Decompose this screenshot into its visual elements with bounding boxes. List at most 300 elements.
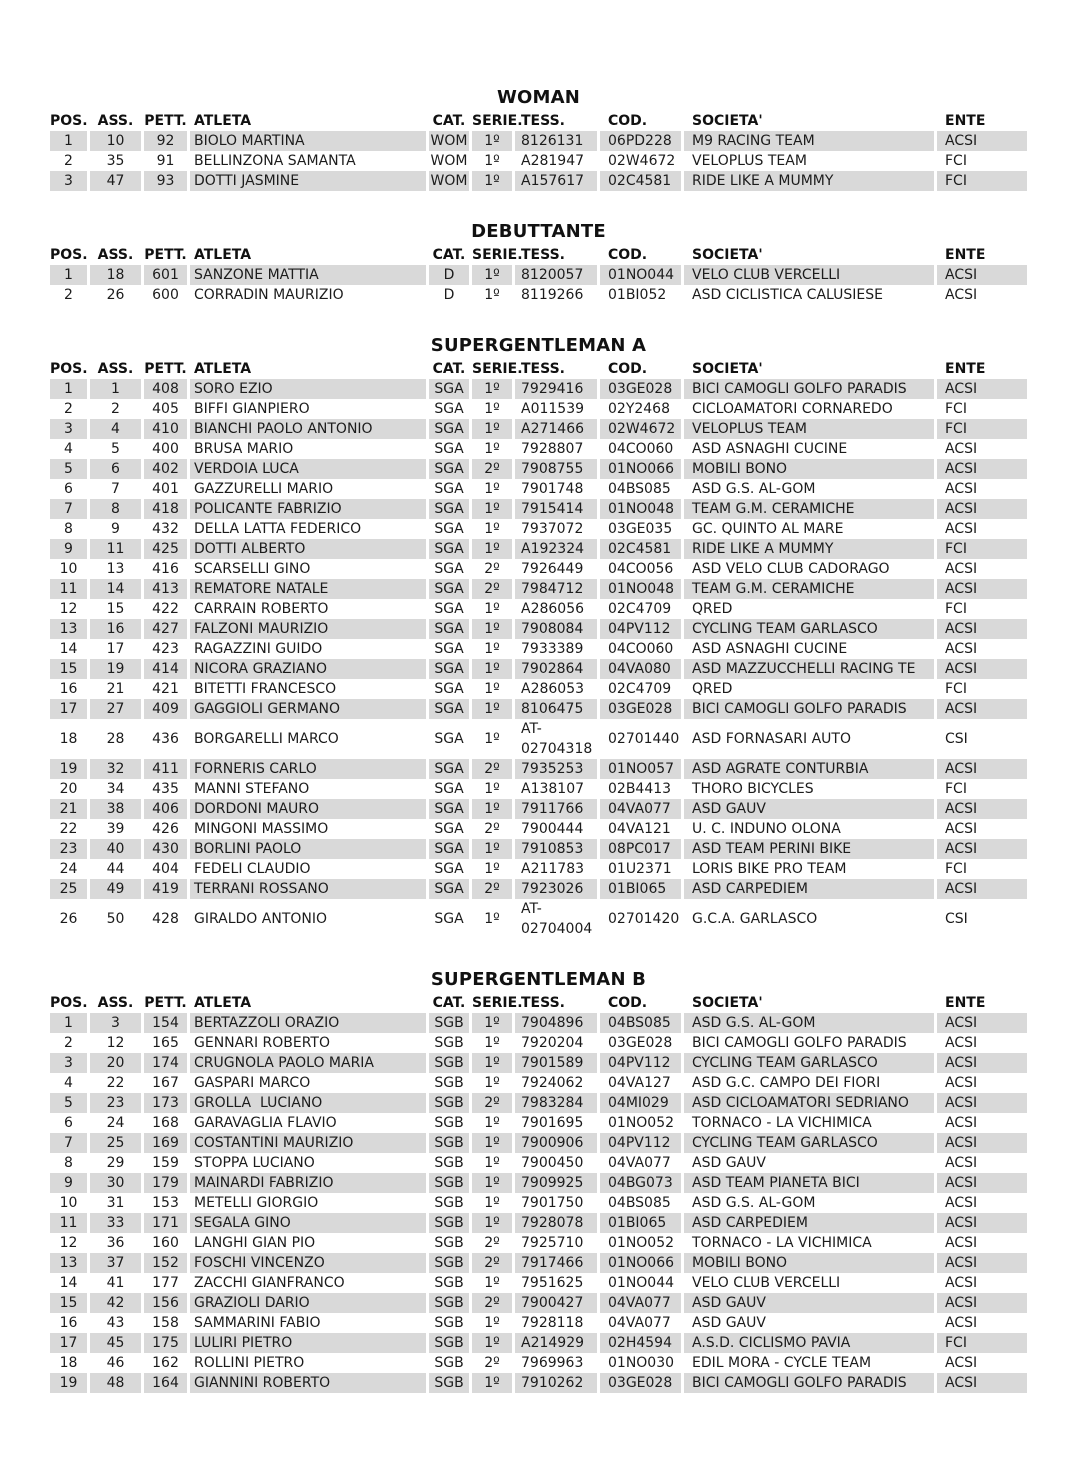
results-section (0, 221, 1080, 305)
cell-tess: 7900444 (521, 821, 584, 837)
cell-ass: 39 (106, 821, 125, 837)
col-header-pos: POS. (50, 361, 88, 377)
cell-societa: MOBILI BONO (684, 459, 934, 479)
cell-societa: ASD GAUV (684, 1293, 934, 1313)
cell-atleta: GAGGIOLI GERMANO (190, 699, 426, 719)
results-section (0, 335, 1080, 939)
cell-cod: 03GE028 (600, 699, 681, 719)
cell-ente: ACSI (937, 1373, 1027, 1393)
cell-pett: 430 (144, 839, 187, 859)
table-row (50, 899, 1027, 939)
cell-tess: 7935253 (515, 759, 597, 779)
cell-societa: BICI CAMOGLI GOLFO PARADIS (684, 699, 934, 719)
table-row (50, 265, 1027, 285)
cell-serie: 2º (472, 759, 512, 779)
cell-tess: 7908084 (515, 619, 597, 639)
cell-pett: 168 (152, 1115, 179, 1131)
cell-pos: 15 (50, 1293, 87, 1313)
table-row (50, 479, 1027, 499)
cell-pett: 425 (144, 539, 187, 559)
cell-pett: 160 (152, 1235, 179, 1251)
cell-tess: 7910853 (515, 839, 597, 859)
cell-ente: ACSI (945, 1155, 978, 1171)
cell-pos: 4 (64, 441, 73, 457)
cell-serie: 1º (472, 539, 512, 559)
cell-ente: ACSI (937, 799, 1027, 819)
cell-pos: 6 (64, 481, 73, 497)
cell-serie: 1º (472, 1013, 512, 1033)
cell-cod: 02C4709 (608, 681, 672, 697)
cell-pos: 11 (50, 579, 87, 599)
cell-serie: 1º (484, 1115, 500, 1131)
cell-pett: 91 (156, 153, 175, 169)
cell-atleta: MANNI STEFANO (194, 781, 310, 797)
cell-serie: 1º (472, 499, 512, 519)
cell-cod: 04BS085 (608, 481, 671, 497)
cell-tess: A271466 (515, 419, 597, 439)
cell-cat: SGA (429, 879, 469, 899)
cell-ente: ACSI (937, 1293, 1027, 1313)
cell-pos: 1 (50, 131, 87, 151)
cell-pos: 16 (59, 1315, 78, 1331)
cell-tess: 7928118 (521, 1315, 584, 1331)
cell-cat: WOM (430, 133, 468, 149)
cell-ente: FCI (937, 419, 1027, 439)
cell-atleta: REMATORE NATALE (190, 579, 426, 599)
cell-ente: FCI (945, 601, 967, 617)
col-header-ass: ASS. (97, 995, 134, 1011)
cell-pett: 426 (152, 821, 179, 837)
cell-societa: ASD GAUV (692, 1315, 766, 1331)
cell-cod: 01BI065 (600, 1213, 681, 1233)
cell-ente: ACSI (937, 499, 1027, 519)
table-row (50, 1353, 1027, 1373)
cell-societa: ASD CARPEDIEM (684, 879, 934, 899)
cell-atleta: GAZZURELLI MARIO (194, 481, 334, 497)
cell-atleta: SCARSELLI GINO (194, 561, 311, 577)
cell-atleta: FOSCHI VINCENZO (190, 1253, 426, 1273)
results-document (0, 87, 1080, 1393)
cell-pett: 414 (144, 659, 187, 679)
cell-atleta: VERDOIA LUCA (190, 459, 426, 479)
cell-ass: 43 (106, 1315, 125, 1331)
cell-cat: SGB (434, 1115, 464, 1131)
col-header-cat: CAT. (432, 113, 466, 129)
cell-pett: 421 (152, 681, 179, 697)
cell-serie: 1º (484, 641, 500, 657)
cell-cat: SGB (434, 1035, 464, 1051)
cell-cat: SGA (429, 499, 469, 519)
cell-cod: 04PV112 (600, 1053, 681, 1073)
cell-atleta: POLICANTE FABRIZIO (190, 499, 426, 519)
cell-ass: 22 (106, 1075, 125, 1091)
cell-ass: 41 (106, 1275, 125, 1291)
col-header-societa: SOCIETA' (692, 247, 763, 263)
cell-cod: 01NO044 (600, 265, 681, 285)
cell-cod: 04CO060 (608, 641, 674, 657)
cell-ente: ACSI (945, 481, 978, 497)
cell-tess: A281947 (521, 153, 585, 169)
table-row (50, 1033, 1027, 1053)
col-header-pett: PETT. (144, 361, 187, 377)
cell-cat: SGA (434, 521, 464, 537)
cell-tess: AT-02704004 (521, 901, 593, 937)
cell-atleta: GROLLA LUCIANO (190, 1093, 426, 1113)
cell-pos: 12 (59, 1235, 78, 1251)
cell-pett: 174 (144, 1053, 187, 1073)
cell-atleta: MAINARDI FABRIZIO (190, 1173, 426, 1193)
cell-cod: 02C4709 (608, 601, 672, 617)
cell-tess: 7926449 (521, 561, 584, 577)
cell-ente: FCI (945, 681, 967, 697)
cell-pos: 14 (59, 641, 78, 657)
cell-cat: SGB (429, 1373, 469, 1393)
cell-ass: 19 (90, 659, 141, 679)
cell-serie: 1º (484, 911, 500, 927)
table-row (50, 1233, 1027, 1253)
cell-serie: 2º (484, 1235, 500, 1251)
cell-atleta: STOPPA LUCIANO (194, 1155, 315, 1171)
cell-societa: CICLOAMATORI CORNAREDO (692, 401, 893, 417)
cell-cat: SGB (429, 1133, 469, 1153)
cell-ass: 2 (111, 401, 120, 417)
cell-pos: 9 (50, 1173, 87, 1193)
cell-tess: 7901750 (521, 1195, 584, 1211)
cell-pos: 17 (50, 1333, 87, 1353)
cell-ass: 6 (90, 459, 141, 479)
col-header-tess: TESS. (521, 247, 565, 263)
cell-societa: TEAM G.M. CERAMICHE (684, 579, 934, 599)
cell-cod: 04BG073 (600, 1173, 681, 1193)
cell-pos: 26 (59, 911, 78, 927)
cell-pett: 600 (152, 287, 179, 303)
cell-pos: 8 (64, 521, 73, 537)
cell-societa: ASD ASNAGHI CUCINE (692, 441, 848, 457)
cell-ass: 11 (90, 539, 141, 559)
cell-cat: SGB (429, 1293, 469, 1313)
col-header-cod: COD. (608, 113, 648, 129)
cell-cat: SGB (434, 1275, 464, 1291)
cell-cat: SGA (434, 601, 464, 617)
cell-atleta: GENNARI ROBERTO (194, 1035, 331, 1051)
cell-serie: 1º (472, 839, 512, 859)
cell-cat: SGA (434, 911, 464, 927)
cell-ente: ACSI (937, 1013, 1027, 1033)
cell-pos: 2 (64, 153, 73, 169)
cell-ente: ACSI (937, 659, 1027, 679)
cell-ente: ACSI (945, 521, 978, 537)
cell-ente: ACSI (937, 619, 1027, 639)
table-row (50, 1273, 1027, 1293)
cell-atleta: DELLA LATTA FEDERICO (194, 521, 362, 537)
cell-tess: 7929416 (515, 379, 597, 399)
cell-tess: 8106475 (515, 699, 597, 719)
cell-serie: 1º (484, 1075, 500, 1091)
cell-cat: SGA (429, 659, 469, 679)
cell-ente: FCI (945, 153, 967, 169)
cell-ente: ACSI (937, 1253, 1027, 1273)
cell-ass: 42 (90, 1293, 141, 1313)
cell-societa: VELOPLUS TEAM (692, 153, 807, 169)
col-header-cat: CAT. (432, 247, 466, 263)
table-row (50, 619, 1027, 639)
cell-ente: ACSI (945, 561, 978, 577)
cell-serie: 1º (472, 379, 512, 399)
cell-ass: 23 (90, 1093, 141, 1113)
cell-tess: 7951625 (521, 1275, 584, 1291)
cell-cat: D (429, 265, 469, 285)
cell-cat: SGA (429, 539, 469, 559)
cell-societa: THORO BICYCLES (692, 781, 814, 797)
cell-cat: SGA (434, 481, 464, 497)
cell-serie: 1º (472, 1173, 512, 1193)
cell-societa: ASD TEAM PIANETA BICI (684, 1173, 934, 1193)
cell-ass: 37 (90, 1253, 141, 1273)
cell-societa: ASD G.S. AL-GOM (684, 1013, 934, 1033)
cell-atleta: LANGHI GIAN PIO (194, 1235, 316, 1251)
cell-atleta: GRAZIOLI DARIO (190, 1293, 426, 1313)
cell-cat: SGB (434, 1355, 464, 1371)
cell-atleta: SEGALA GINO (190, 1213, 426, 1233)
cell-serie: 1º (472, 699, 512, 719)
cell-serie: 1º (484, 481, 500, 497)
cell-cod: 04VA080 (600, 659, 681, 679)
cell-tess: 7904896 (515, 1013, 597, 1033)
cell-pett: 436 (152, 731, 179, 747)
cell-societa: VELOPLUS TEAM (684, 419, 934, 439)
cell-cod: 01NO057 (600, 759, 681, 779)
cell-atleta: COSTANTINI MAURIZIO (190, 1133, 426, 1153)
cell-cat: SGA (429, 759, 469, 779)
cell-ente: FCI (945, 401, 967, 417)
cell-cod: 01NO066 (600, 1253, 681, 1273)
results-table (47, 245, 1030, 305)
cell-cod: 04VA127 (608, 1075, 671, 1091)
cell-pett: 405 (152, 401, 179, 417)
cell-pos: 18 (59, 731, 78, 747)
cell-pett: 177 (152, 1275, 179, 1291)
cell-ass: 25 (90, 1133, 141, 1153)
cell-pos: 2 (64, 401, 73, 417)
cell-ente: ACSI (937, 759, 1027, 779)
cell-ass: 33 (90, 1213, 141, 1233)
cell-cod: 08PC017 (600, 839, 681, 859)
cell-cod: 01BI052 (608, 287, 667, 303)
cell-atleta: SAMMARINI FABIO (194, 1315, 321, 1331)
cell-pos: 7 (50, 499, 87, 519)
cell-pett: 406 (144, 799, 187, 819)
cell-cat: SGA (429, 379, 469, 399)
cell-atleta: NICORA GRAZIANO (190, 659, 426, 679)
cell-atleta: CRUGNOLA PAOLO MARIA (190, 1053, 426, 1073)
cell-atleta: DOTTI ALBERTO (190, 539, 426, 559)
cell-pett: 418 (144, 499, 187, 519)
table-row (50, 819, 1027, 839)
cell-atleta: CARRAIN ROBERTO (194, 601, 329, 617)
header-row (50, 245, 1027, 265)
cell-pett: 416 (152, 561, 179, 577)
cell-cat: SGA (429, 579, 469, 599)
cell-pos: 15 (50, 659, 87, 679)
table-row (50, 539, 1027, 559)
cell-tess: 7923026 (515, 879, 597, 899)
cell-ente: ACSI (945, 441, 978, 457)
cell-pett: 179 (144, 1173, 187, 1193)
cell-atleta: BORLINI PAOLO (190, 839, 426, 859)
table-row (50, 285, 1027, 305)
cell-ente: FCI (937, 1333, 1027, 1353)
cell-ente: ACSI (937, 1173, 1027, 1193)
cell-cat: SGA (434, 561, 464, 577)
cell-ass: 21 (106, 681, 125, 697)
col-header-cod: COD. (608, 247, 648, 263)
col-header-atleta: ATLETA (194, 113, 252, 129)
cell-atleta: BELLINZONA SAMANTA (194, 153, 356, 169)
cell-ente: ACSI (945, 1275, 978, 1291)
cell-ass: 18 (90, 265, 141, 285)
col-header-pett: PETT. (144, 113, 187, 129)
cell-ente: ACSI (945, 1075, 978, 1091)
cell-pett: 432 (152, 521, 179, 537)
cell-pos: 23 (50, 839, 87, 859)
col-header-serie: SERIE. (472, 361, 523, 377)
cell-cod: 01NO044 (608, 1275, 675, 1291)
cell-atleta: BIANCHI PAOLO ANTONIO (190, 419, 426, 439)
cell-ente: FCI (937, 539, 1027, 559)
cell-ente: ACSI (937, 1133, 1027, 1153)
cell-ente: ACSI (945, 1235, 978, 1251)
table-row (50, 1333, 1027, 1353)
cell-ente: ACSI (937, 699, 1027, 719)
cell-tess: 7984712 (515, 579, 597, 599)
cell-cod: 02B4413 (608, 781, 672, 797)
cell-tess: 7920204 (521, 1035, 584, 1051)
cell-serie: 1º (472, 1333, 512, 1353)
cell-cat: SGB (429, 1253, 469, 1273)
cell-tess: A157617 (515, 171, 597, 191)
cell-pett: 413 (144, 579, 187, 599)
header-row (50, 993, 1027, 1013)
cell-serie: 1º (472, 1373, 512, 1393)
cell-pett: 428 (152, 911, 179, 927)
cell-ass: 7 (111, 481, 120, 497)
cell-cod: 01U2371 (608, 861, 672, 877)
cell-serie: 1º (472, 619, 512, 639)
cell-ass: 16 (90, 619, 141, 639)
cell-atleta: FORNERIS CARLO (190, 759, 426, 779)
cell-pos: 11 (50, 1213, 87, 1233)
cell-pos: 2 (64, 287, 73, 303)
cell-tess: 7901589 (515, 1053, 597, 1073)
cell-societa: RIDE LIKE A MUMMY (684, 171, 934, 191)
cell-cat: SGB (429, 1093, 469, 1113)
cell-societa: ASD G.S. AL-GOM (692, 481, 816, 497)
cell-pett: 175 (144, 1333, 187, 1353)
col-header-atleta: ATLETA (194, 995, 252, 1011)
cell-pett: 427 (144, 619, 187, 639)
cell-cod: 04PV112 (600, 619, 681, 639)
cell-pett: 401 (152, 481, 179, 497)
cell-societa: ASD GAUV (692, 1155, 766, 1171)
cell-tess: 7969963 (521, 1355, 584, 1371)
results-table (47, 359, 1030, 939)
cell-pett: 423 (152, 641, 179, 657)
cell-tess: A138107 (521, 781, 585, 797)
cell-ass: 49 (90, 879, 141, 899)
table-row (50, 1153, 1027, 1173)
cell-ente: ACSI (937, 131, 1027, 151)
results-section (0, 87, 1080, 191)
table-row (50, 879, 1027, 899)
cell-ass: 34 (106, 781, 125, 797)
cell-societa: TEAM G.M. CERAMICHE (684, 499, 934, 519)
cell-cod: 01NO052 (608, 1235, 675, 1251)
cell-pos: 8 (64, 1155, 73, 1171)
table-row (50, 1133, 1027, 1153)
cell-societa: EDIL MORA - CYCLE TEAM (692, 1355, 872, 1371)
cell-ente: ACSI (937, 879, 1027, 899)
col-header-ente: ENTE (945, 113, 986, 129)
results-section (0, 969, 1080, 1393)
table-row (50, 439, 1027, 459)
cell-tess: 7924062 (521, 1075, 584, 1091)
cell-societa: A.S.D. CICLISMO PAVIA (684, 1333, 934, 1353)
cell-serie: 1º (484, 1195, 500, 1211)
cell-ente: ACSI (937, 839, 1027, 859)
col-header-pett: PETT. (144, 247, 187, 263)
table-row (50, 759, 1027, 779)
cell-cod: 01BI065 (600, 879, 681, 899)
cell-cod: 04BS085 (600, 1013, 681, 1033)
table-row (50, 1193, 1027, 1213)
cell-pett: 159 (152, 1155, 179, 1171)
cell-ente: ACSI (937, 1053, 1027, 1073)
col-header-ente: ENTE (945, 361, 986, 377)
cell-atleta: SANZONE MATTIA (190, 265, 426, 285)
cell-cat: SGA (434, 861, 464, 877)
cell-pos: 3 (50, 171, 87, 191)
cell-tess: 7900906 (515, 1133, 597, 1153)
cell-tess: 7928807 (521, 441, 584, 457)
cell-pos: 17 (50, 699, 87, 719)
cell-societa: QRED (692, 681, 733, 697)
cell-ass: 8 (90, 499, 141, 519)
cell-cat: SGB (434, 1235, 464, 1251)
table-row (50, 1113, 1027, 1133)
cell-serie: 1º (484, 681, 500, 697)
cell-cod: 02C4581 (600, 539, 681, 559)
cell-ente: CSI (945, 731, 968, 747)
col-header-cod: COD. (608, 995, 648, 1011)
cell-ente: ACSI (945, 1115, 978, 1131)
cell-cod: 04VA077 (608, 1155, 671, 1171)
cell-cat: SGA (429, 799, 469, 819)
cell-societa: CYCLING TEAM GARLASCO (684, 1133, 934, 1153)
cell-pos: 19 (50, 759, 87, 779)
cell-atleta: ROLLINI PIETRO (194, 1355, 305, 1371)
cell-ente: ACSI (945, 1195, 978, 1211)
section-title: SUPERGENTLEMAN B (430, 969, 647, 990)
cell-cat: SGB (434, 1075, 464, 1091)
cell-societa: BICI CAMOGLI GOLFO PARADIS (684, 379, 934, 399)
cell-cat: SGA (434, 401, 464, 417)
cell-pett: 400 (152, 441, 179, 457)
cell-ass: 45 (90, 1333, 141, 1353)
results-table (47, 993, 1030, 1393)
cell-pos: 1 (50, 379, 87, 399)
cell-ente: ACSI (937, 1213, 1027, 1233)
cell-ente: CSI (945, 911, 968, 927)
